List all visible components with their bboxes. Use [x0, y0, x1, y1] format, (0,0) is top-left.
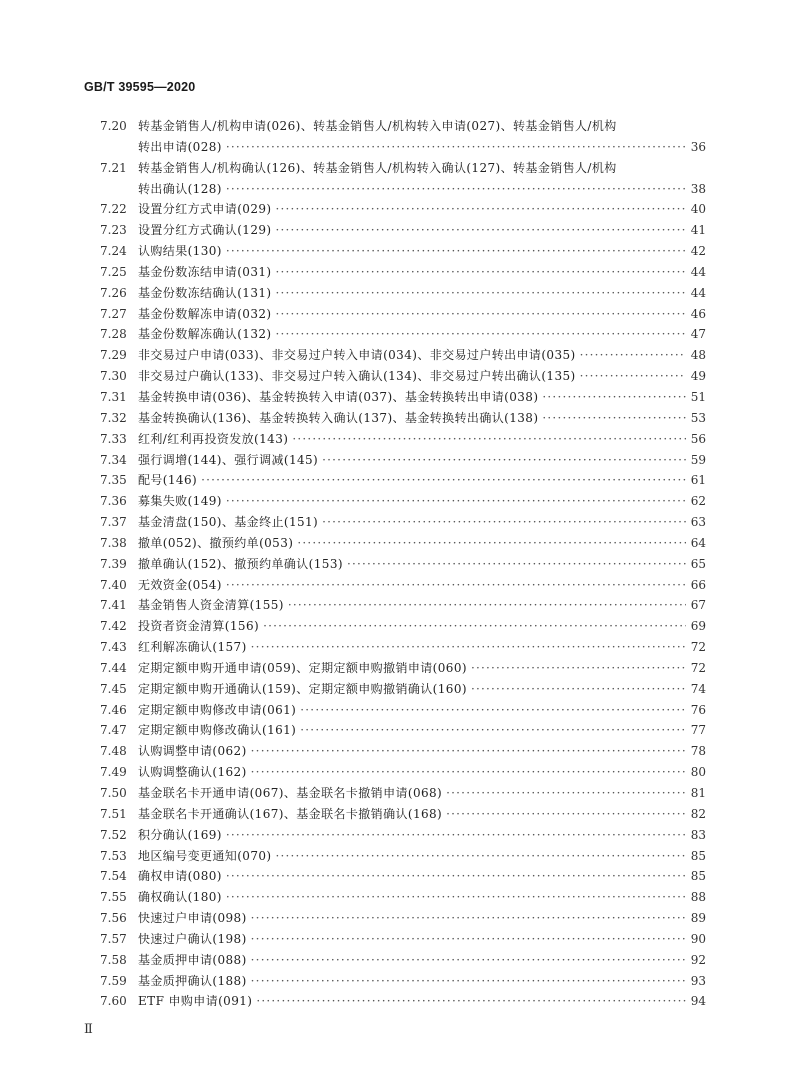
dot-leader: [226, 137, 686, 158]
toc-entry-body: [138, 512, 706, 533]
toc-entry-line: [138, 595, 706, 616]
toc-entry-line: [138, 533, 706, 554]
toc-entry-title: 认购结果(130): [138, 244, 222, 259]
toc-entry-number: 7.47: [100, 723, 127, 738]
toc-entry[interactable]: [100, 595, 706, 616]
toc-entry[interactable]: [100, 387, 706, 408]
dot-leader: [292, 429, 686, 450]
toc-entry-page: 42: [690, 244, 706, 259]
toc-entry-body: [138, 679, 706, 700]
toc-entry-line: [138, 199, 706, 220]
dot-leader: [226, 241, 686, 262]
toc-entry-body: [138, 804, 706, 825]
toc-entry-title: 基金清盘(150)、基金终止(151): [138, 515, 319, 530]
toc-entry-page: 78: [690, 744, 706, 759]
toc-entry-number: 7.23: [100, 223, 127, 238]
dot-leader: [300, 700, 686, 721]
toc-entry-page: 85: [690, 848, 706, 863]
toc-entry[interactable]: [100, 908, 706, 929]
toc-entry-line: [138, 345, 706, 366]
dot-leader: [471, 658, 686, 679]
toc-entry[interactable]: [100, 220, 706, 241]
toc-entry-line: [138, 720, 706, 741]
toc-entry[interactable]: [100, 470, 706, 491]
toc-entry-line: [138, 971, 706, 992]
toc-entry[interactable]: [100, 846, 706, 867]
toc-entry-body: [138, 366, 706, 387]
toc-entry-title: 确权申请(080): [138, 869, 222, 884]
toc-entry-page: 83: [690, 827, 706, 842]
toc-entry[interactable]: [100, 304, 706, 325]
toc-entry-line: [138, 929, 706, 950]
toc-entry-title: 基金份数冻结确认(131): [138, 285, 272, 300]
toc-entry-title: 基金联名卡开通申请(067)、基金联名卡撤销申请(068): [138, 786, 443, 800]
toc-entry-page: 38: [690, 181, 706, 196]
toc-entry-page: 41: [690, 223, 706, 238]
toc-entry-title: 基金联名卡开通确认(167)、基金联名卡撤销确认(168): [138, 806, 443, 821]
dot-leader: [322, 450, 686, 471]
dot-leader: [251, 908, 686, 929]
toc-entry-number: 7.33: [100, 431, 127, 446]
toc-entry-line: [138, 470, 706, 491]
dot-leader: [275, 220, 686, 241]
toc-entry[interactable]: [100, 679, 706, 700]
toc-entry[interactable]: [100, 991, 706, 1012]
toc-entry-line: [138, 762, 706, 783]
toc-entry-line: [138, 575, 706, 596]
toc-entry-line: [138, 158, 706, 179]
dot-leader: [275, 846, 686, 867]
toc-entry-body: [138, 324, 706, 345]
toc-entry-title: 投资者资金清算(156): [138, 619, 260, 634]
toc-entry-body: [138, 950, 706, 971]
toc-entry[interactable]: [100, 783, 706, 804]
toc-entry-line: [138, 908, 706, 929]
toc-entry-line: [138, 825, 706, 846]
toc-entry-title: 非交易过户申请(033)、非交易过户转入申请(034)、非交易过户转出申请(035): [138, 348, 576, 363]
toc-entry-line: [138, 283, 706, 304]
toc-entry-number: 7.43: [100, 640, 127, 655]
toc-entry-title: 设置分红方式确认(129): [138, 223, 272, 238]
toc-entry-number: 7.41: [100, 598, 127, 613]
toc-entry-body: [138, 846, 706, 867]
toc-entry-body: [138, 887, 706, 908]
dot-leader: [542, 387, 686, 408]
toc-entry-line: [138, 616, 706, 637]
toc-entry-page: 66: [690, 577, 706, 592]
toc-entry-number: 7.40: [100, 577, 127, 592]
toc-entry-page: 63: [690, 515, 706, 530]
toc-entry-line: [138, 512, 706, 533]
toc-entry-title: 红利/红利再投资发放(143): [138, 431, 289, 446]
toc-entry-body: [138, 262, 706, 283]
page-number-roman: Ⅱ: [84, 1022, 93, 1037]
dot-leader: [251, 741, 686, 762]
dot-leader: [275, 283, 686, 304]
dot-leader: [275, 304, 686, 325]
toc-entry[interactable]: [100, 491, 706, 512]
toc-entry-page: 61: [690, 473, 706, 488]
toc-entry-line: [138, 637, 706, 658]
toc-entry-page: 85: [690, 869, 706, 884]
toc-entry-body: [138, 908, 706, 929]
toc-entry-title: 转出申请(028): [138, 139, 222, 154]
toc-entry-body: [138, 554, 706, 575]
toc-entry-page: 88: [690, 890, 706, 905]
toc-entry-body: [138, 991, 706, 1012]
toc-entry[interactable]: [100, 429, 706, 450]
toc-entry-number: 7.57: [100, 931, 127, 946]
toc-entry-line: [138, 700, 706, 721]
dot-leader: [275, 199, 686, 220]
toc-entry[interactable]: [100, 324, 706, 345]
toc-entry-number: 7.29: [100, 348, 127, 363]
toc-entry-line: [138, 554, 706, 575]
toc-entry-body: [138, 345, 706, 366]
toc-entry-number: 7.35: [100, 473, 127, 488]
dot-leader: [446, 783, 686, 804]
toc-entry[interactable]: [100, 720, 706, 741]
toc-entry-title: 基金转换确认(136)、基金转换转入确认(137)、基金转换转出确认(138): [138, 410, 539, 425]
toc-entry-page: 47: [690, 327, 706, 342]
toc-entry[interactable]: [100, 283, 706, 304]
toc-entry-page: 59: [690, 452, 706, 467]
toc-entry-page: 82: [690, 806, 706, 821]
toc-entry[interactable]: [100, 658, 706, 679]
toc-entry-page: 48: [690, 348, 706, 363]
toc-entry[interactable]: [100, 762, 706, 783]
toc-entry[interactable]: [100, 116, 706, 158]
toc-entry-title: 基金销售人资金清算(155): [138, 598, 284, 613]
toc-entry-title: 募集失败(149): [138, 494, 222, 509]
dot-leader: [251, 950, 686, 971]
toc-entry-number: 7.49: [100, 765, 127, 780]
toc-entry[interactable]: [100, 950, 706, 971]
dot-leader: [226, 825, 686, 846]
toc-entry-body: [138, 199, 706, 220]
toc-entry-number: 7.30: [100, 369, 127, 384]
toc-entry-line: [138, 679, 706, 700]
toc-entry-body: [138, 658, 706, 679]
toc-entry-page: 89: [690, 911, 706, 926]
toc-entry-page: 51: [690, 389, 706, 404]
toc-entry-body: [138, 575, 706, 596]
toc-entry[interactable]: [100, 262, 706, 283]
dot-leader: [322, 512, 686, 533]
toc-entry-page: 56: [690, 431, 706, 446]
toc-entry-number: 7.26: [100, 285, 127, 300]
toc-entry-number: 7.27: [100, 306, 127, 321]
toc-entry-page: 67: [690, 598, 706, 613]
toc-entry-body: [138, 762, 706, 783]
toc-entry-title: 非交易过户确认(133)、非交易过户转入确认(134)、非交易过户转出确认(135): [138, 369, 576, 384]
toc-entry-number: 7.21: [100, 160, 127, 175]
toc-entry[interactable]: [100, 637, 706, 658]
toc-entry-page: 69: [690, 619, 706, 634]
toc-entry-page: 40: [690, 202, 706, 217]
toc-entry-page: 65: [690, 556, 706, 571]
toc-entry-number: 7.58: [100, 952, 127, 967]
toc-entry[interactable]: [100, 241, 706, 262]
toc-entry-title: 基金份数解冻确认(132): [138, 327, 272, 342]
toc-entry-title: 转基金销售人/机构确认(126)、转基金销售人/机构转入确认(127)、转基金销售人/机构: [138, 160, 617, 175]
toc-entry-number: 7.56: [100, 911, 127, 926]
toc-entry-title: 强行调增(144)、强行调减(145): [138, 452, 319, 467]
toc-entry-line: [138, 429, 706, 450]
dot-leader: [347, 554, 686, 575]
toc-entry-title: 基金转换申请(036)、基金转换转入申请(037)、基金转换转出申请(038): [138, 389, 539, 404]
toc-entry-number: 7.51: [100, 806, 127, 821]
toc-entry[interactable]: [100, 866, 706, 887]
toc-entry-title: 基金份数解冻申请(032): [138, 306, 272, 321]
toc-entry-body: [138, 387, 706, 408]
toc-entry-body: [138, 158, 706, 200]
toc-entry-body: [138, 616, 706, 637]
toc-entry-page: 36: [690, 139, 706, 154]
toc-entry-number: 7.46: [100, 702, 127, 717]
toc-entry-title: 撤单(052)、撤预约单(053): [138, 535, 294, 550]
dot-leader: [297, 533, 686, 554]
dot-leader: [201, 470, 686, 491]
toc-entry-title: 认购调整确认(162): [138, 765, 247, 780]
dot-leader: [256, 991, 686, 1012]
dot-leader: [251, 637, 686, 658]
toc-entry-body: [138, 241, 706, 262]
toc-entry-body: [138, 866, 706, 887]
toc-entry-number: 7.52: [100, 827, 127, 842]
toc-entry-number: 7.59: [100, 973, 127, 988]
dot-leader: [226, 491, 686, 512]
toc-entry-line: [138, 658, 706, 679]
toc-entry-body: [138, 595, 706, 616]
toc-entry-title: 配号(146): [138, 473, 198, 488]
toc-entry[interactable]: [100, 804, 706, 825]
toc-entry-number: 7.48: [100, 744, 127, 759]
toc-entry[interactable]: [100, 929, 706, 950]
toc-entry-title: 基金质押申请(088): [138, 952, 247, 967]
toc-entry-title: 设置分红方式申请(029): [138, 202, 272, 217]
dot-leader: [275, 262, 686, 283]
toc-entry[interactable]: [100, 158, 706, 200]
toc-entry-page: 72: [690, 660, 706, 675]
toc-entry-body: [138, 304, 706, 325]
toc-entry[interactable]: [100, 616, 706, 637]
dot-leader: [300, 720, 686, 741]
toc-entry[interactable]: [100, 741, 706, 762]
toc-entry[interactable]: [100, 887, 706, 908]
toc-entry-page: 93: [690, 973, 706, 988]
toc-entry-line: [138, 241, 706, 262]
toc-entry-title: 撤单确认(152)、撤预约单确认(153): [138, 556, 343, 571]
toc-entry[interactable]: [100, 575, 706, 596]
dot-leader: [226, 575, 686, 596]
toc-entry-title: 确权确认(180): [138, 890, 222, 905]
toc-entry-number: 7.55: [100, 890, 127, 905]
dot-leader: [471, 679, 686, 700]
toc-entry-title: 基金质押确认(188): [138, 973, 247, 988]
toc-entry[interactable]: [100, 450, 706, 471]
toc-entry-title: 红利解冻确认(157): [138, 640, 247, 655]
toc-entry-line: [138, 137, 706, 158]
toc-entry-number: 7.44: [100, 660, 127, 675]
toc-entry-line: [138, 324, 706, 345]
toc-entry-number: 7.20: [100, 119, 127, 133]
toc-entry-line: [138, 887, 706, 908]
toc-entry-number: 7.31: [100, 389, 127, 404]
toc-entry-number: 7.32: [100, 410, 127, 425]
toc-entry-title: 无效资金(054): [138, 577, 222, 592]
dot-leader: [580, 345, 686, 366]
toc-entry-body: [138, 450, 706, 471]
table-of-contents: [100, 116, 706, 1012]
toc-entry-body: [138, 220, 706, 241]
toc-entry-number: 7.34: [100, 452, 127, 467]
toc-entry[interactable]: [100, 700, 706, 721]
toc-entry-page: 90: [690, 931, 706, 946]
toc-entry-body: [138, 491, 706, 512]
toc-entry-body: [138, 971, 706, 992]
toc-entry[interactable]: [100, 408, 706, 429]
toc-entry-body: [138, 825, 706, 846]
toc-entry-number: 7.36: [100, 494, 127, 509]
dot-leader: [251, 762, 686, 783]
toc-entry-page: 81: [690, 786, 706, 800]
toc-entry-page: 74: [690, 681, 706, 696]
toc-entry-page: 49: [690, 369, 706, 384]
toc-entry-title: 定期定额申购修改申请(061): [138, 702, 297, 717]
toc-entry-body: [138, 741, 706, 762]
toc-entry-line: [138, 262, 706, 283]
toc-entry-body: [138, 429, 706, 450]
toc-entry-line: [138, 387, 706, 408]
toc-entry-number: 7.38: [100, 535, 127, 550]
toc-entry[interactable]: [100, 512, 706, 533]
toc-entry-line: [138, 991, 706, 1012]
toc-entry-line: [138, 950, 706, 971]
toc-entry-title: 快速过户申请(098): [138, 911, 247, 926]
toc-entry-line: [138, 366, 706, 387]
toc-entry-line: [138, 408, 706, 429]
toc-entry[interactable]: [100, 366, 706, 387]
dot-leader: [251, 929, 686, 950]
toc-entry-number: 7.37: [100, 515, 127, 530]
toc-entry-body: [138, 700, 706, 721]
toc-entry[interactable]: [100, 345, 706, 366]
toc-entry-number: 7.45: [100, 681, 127, 696]
dot-leader: [542, 408, 686, 429]
toc-entry-body: [138, 283, 706, 304]
toc-entry-title: ETF 申购申请(091): [138, 994, 253, 1009]
toc-entry-body: [138, 470, 706, 491]
toc-entry-number: 7.28: [100, 327, 127, 342]
toc-entry-page: 53: [690, 410, 706, 425]
dot-leader: [263, 616, 686, 637]
toc-entry-title: 基金份数冻结申请(031): [138, 264, 272, 279]
toc-entry-body: [138, 783, 706, 804]
toc-entry-title: 定期定额申购修改确认(161): [138, 723, 297, 738]
toc-entry-line: [138, 866, 706, 887]
dot-leader: [580, 366, 686, 387]
toc-entry-body: [138, 720, 706, 741]
toc-entry-body: [138, 533, 706, 554]
toc-entry-title: 积分确认(169): [138, 827, 222, 842]
toc-entry-line: [138, 179, 706, 200]
dot-leader: [226, 179, 686, 200]
toc-entry-page: 62: [690, 494, 706, 509]
toc-entry-page: 94: [690, 994, 706, 1009]
toc-entry-page: 44: [690, 264, 706, 279]
toc-entry-number: 7.54: [100, 869, 127, 884]
toc-entry-body: [138, 116, 706, 158]
toc-entry-title: 转出确认(128): [138, 181, 222, 196]
toc-entry-line: [138, 491, 706, 512]
toc-entry-number: 7.50: [100, 786, 127, 800]
toc-entry-title: 快速过户确认(198): [138, 931, 247, 946]
toc-entry-page: 92: [690, 952, 706, 967]
toc-entry-line: [138, 741, 706, 762]
toc-entry-line: [138, 846, 706, 867]
toc-entry-line: [138, 804, 706, 825]
dot-leader: [226, 887, 686, 908]
toc-entry-line: [138, 116, 706, 137]
dot-leader: [288, 595, 686, 616]
toc-entry-number: 7.60: [100, 994, 127, 1009]
toc-entry[interactable]: [100, 971, 706, 992]
toc-entry-page: 77: [690, 723, 706, 738]
toc-entry-page: 46: [690, 306, 706, 321]
toc-entry-body: [138, 929, 706, 950]
standard-number: GB/T 39595—2020: [84, 80, 196, 94]
dot-leader: [251, 971, 686, 992]
toc-entry-number: 7.24: [100, 244, 127, 259]
toc-entry[interactable]: [100, 199, 706, 220]
toc-entry-number: 7.42: [100, 619, 127, 634]
toc-entry[interactable]: [100, 554, 706, 575]
toc-entry-title: 定期定额申购开通确认(159)、定期定额申购撤销确认(160): [138, 681, 467, 696]
toc-entry[interactable]: [100, 825, 706, 846]
toc-entry-title: 定期定额申购开通申请(059)、定期定额申购撤销申请(060): [138, 660, 467, 675]
dot-leader: [446, 804, 686, 825]
toc-entry-page: 80: [690, 765, 706, 780]
toc-entry-body: [138, 408, 706, 429]
toc-entry-title: 认购调整申请(062): [138, 744, 247, 759]
toc-entry-page: 76: [690, 702, 706, 717]
toc-entry-line: [138, 783, 706, 804]
toc-entry-number: 7.22: [100, 202, 127, 217]
toc-entry-number: 7.39: [100, 556, 127, 571]
toc-entry-line: [138, 450, 706, 471]
toc-entry-number: 7.25: [100, 264, 127, 279]
toc-entry-body: [138, 637, 706, 658]
toc-entry[interactable]: [100, 533, 706, 554]
dot-leader: [226, 866, 686, 887]
toc-entry-line: [138, 220, 706, 241]
toc-entry-page: 64: [690, 535, 706, 550]
toc-entry-number: 7.53: [100, 848, 127, 863]
toc-entry-page: 44: [690, 285, 706, 300]
dot-leader: [275, 324, 686, 345]
toc-entry-title: 转基金销售人/机构申请(026)、转基金销售人/机构转入申请(027)、转基金销售人/机构: [138, 119, 617, 133]
toc-entry-page: 72: [690, 640, 706, 655]
toc-entry-title: 地区编号变更通知(070): [138, 848, 272, 863]
toc-entry-line: [138, 304, 706, 325]
